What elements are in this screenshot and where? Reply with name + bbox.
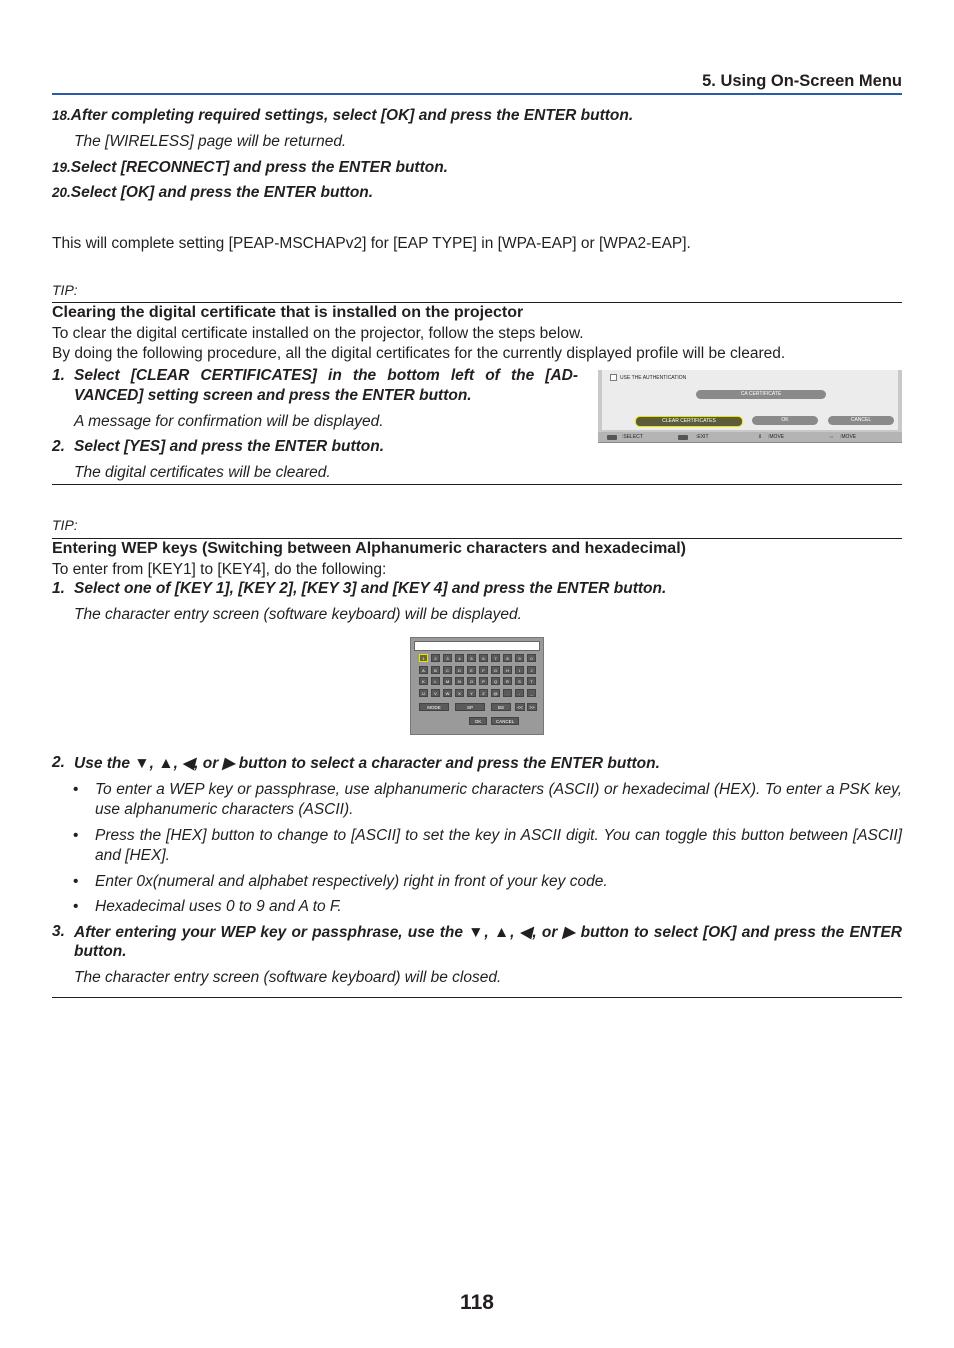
kb-key: J — [527, 666, 536, 674]
kb-key: K — [419, 677, 428, 685]
tip2-step3-num: 3. — [52, 923, 65, 940]
ok-button: OK — [752, 416, 818, 425]
footer-move-1: :MOVE — [768, 434, 785, 440]
tip2-step1: Select one of [KEY 1], [KEY 2], [KEY 3] and [KEY 4] and press the ENTER button. — [74, 580, 667, 597]
tip2-step2: Use the ▼, ▲, ◀, or ▶ button to select a character and press the ENTER button. — [74, 755, 660, 772]
kb-key: G — [491, 666, 500, 674]
kb-key: I — [515, 666, 524, 674]
kb-key: 5 — [467, 654, 476, 662]
kb-key: 7 — [491, 654, 500, 662]
kb-key: 3 — [443, 654, 452, 662]
kb-key: 6 — [479, 654, 488, 662]
tip1-title: Clearing the digital certificate that is installed on the projector — [52, 304, 524, 321]
kb-ok-key: OK — [469, 717, 487, 725]
kb-key: T — [527, 677, 536, 685]
kb-key: X — [455, 689, 464, 697]
auth-checkbox — [610, 374, 617, 381]
tip2-step3-note: The character entry screen (software keyboard) will be closed. — [74, 969, 502, 986]
kb-key: N — [455, 677, 464, 685]
kb-key: L — [431, 677, 440, 685]
tip1-step1-line-a: Select [CLEAR CERTIFICATES] in the bottom left of the [AD- — [74, 367, 578, 384]
tip1-step2-note: The digital certificates will be cleared. — [74, 464, 331, 481]
software-keyboard-screenshot — [410, 637, 544, 735]
kb-key: . — [503, 689, 512, 697]
tip2-intro: To enter from [KEY1] to [KEY4], do the following: — [52, 561, 387, 578]
step-19: 19.Select [RECONNECT] and press the ENTER button. — [52, 159, 448, 176]
kb-key: 0 — [527, 654, 536, 662]
tip1-step1-line-b: VANCED] setting screen and press the ENTER button. — [74, 387, 472, 404]
kb-cancel-key: CANCEL — [491, 717, 519, 725]
kb-key: 9 — [515, 654, 524, 662]
kb-key: H — [503, 666, 512, 674]
tip1-step1-note: A message for confirmation will be displayed. — [74, 413, 384, 430]
tip1-step2-num: 2. — [52, 438, 65, 455]
kb-key: B — [431, 666, 440, 674]
header-rule — [52, 93, 902, 95]
tip2-step1-num: 1. — [52, 580, 65, 597]
step-18: 18.After completing required settings, select [OK] and press the ENTER button. — [52, 107, 634, 124]
tip-label: TIP: — [52, 282, 78, 298]
advanced-settings-screenshot — [598, 370, 902, 443]
tip2-rule-bottom — [52, 997, 902, 998]
clear-certificates-button: CLEAR CERTIFICATES — [635, 416, 743, 427]
tip2-step3-line-a: After entering your WEP key or passphrase, use the ▼, ▲, ◀, or ▶ button to select [OK] and press the ENTER — [74, 924, 902, 941]
cursor-right-key: >> — [527, 703, 537, 711]
tip2-step1-note: The character entry screen (software keyboard) will be displayed. — [74, 606, 522, 623]
summary-text: This will complete setting [PEAP-MSCHAPv2] for [EAP TYPE] in [WPA-EAP] or [WPA2-EAP]. — [52, 235, 691, 252]
backspace-key: BS — [491, 703, 511, 711]
use-auth-label: USE THE AUTHENTICATION — [620, 375, 687, 381]
tip1-line2: By doing the following procedure, all the digital certificates for the currently displayed profile will be cleared. — [52, 345, 786, 362]
kb-key: C — [443, 666, 452, 674]
footer-select: :SELECT — [622, 434, 643, 440]
cancel-button: CANCEL — [828, 416, 894, 425]
bullet-4: • Hexadecimal uses 0 to 9 and A to F. — [73, 898, 342, 915]
kb-key: _ — [527, 689, 536, 697]
kb-key: V — [431, 689, 440, 697]
enter-key-icon — [607, 435, 617, 440]
bullet-1: • To enter a WEP key or passphrase, use alphanumeric characters (ASCII) or hexadecimal (HEX). To enter a PSK key, use alphanumeric characters (ASCII). — [73, 781, 902, 818]
kb-key: E — [467, 666, 476, 674]
kb-key: 2 — [431, 654, 440, 662]
key-entry-field — [414, 641, 540, 651]
tip2-step3-line-b: button. — [74, 943, 127, 960]
footer-exit: :EXIT — [696, 434, 709, 440]
tip1-step1-num: 1. — [52, 367, 65, 384]
kb-key: R — [503, 677, 512, 685]
kb-key: Q — [491, 677, 500, 685]
ca-certificate-button: CA CERTIFICATE — [696, 390, 826, 399]
cursor-left-key: << — [515, 703, 525, 711]
kb-key: O — [467, 677, 476, 685]
tip2-rule — [52, 538, 902, 539]
mode-key: MODE — [419, 703, 449, 711]
kb-key: 4 — [455, 654, 464, 662]
kb-key: S — [515, 677, 524, 685]
footer-move-2: :MOVE — [840, 434, 857, 440]
step-18-note: The [WIRELESS] page will be returned. — [74, 133, 347, 150]
screen-footer — [598, 432, 902, 442]
kb-key: M — [443, 677, 452, 685]
page-number: 118 — [460, 1291, 494, 1314]
tip2-step2-num: 2. — [52, 754, 65, 771]
space-key: SP — [455, 703, 485, 711]
tip-rule-top — [52, 302, 902, 303]
tip1-step2: Select [YES] and press the ENTER button. — [74, 438, 385, 455]
exit-key-icon — [678, 435, 688, 440]
kb-key: D — [455, 666, 464, 674]
kb-key: A — [419, 666, 428, 674]
leftright-icon: ⇔ — [829, 434, 834, 440]
kb-key: W — [443, 689, 452, 697]
kb-key: - — [515, 689, 524, 697]
kb-key: F — [479, 666, 488, 674]
updown-icon: ⇕ — [758, 434, 763, 440]
kb-key: 8 — [503, 654, 512, 662]
step-20: 20.Select [OK] and press the ENTER button. — [52, 184, 374, 201]
kb-key: @ — [491, 689, 500, 697]
section-header: 5. Using On-Screen Menu — [702, 72, 902, 90]
kb-key: U — [419, 689, 428, 697]
bullet-3: • Enter 0x(numeral and alphabet respectively) right in front of your key code. — [73, 873, 608, 890]
tip2-title: Entering WEP keys (Switching between Alphanumeric characters and hexadecimal) — [52, 540, 686, 557]
kb-key: Z — [479, 689, 488, 697]
tip-rule-bottom — [52, 484, 902, 485]
kb-key: 1 — [419, 654, 428, 662]
kb-key: P — [479, 677, 488, 685]
kb-key: Y — [467, 689, 476, 697]
bullet-2: • Press the [HEX] button to change to [ASCII] to set the key in ASCII digit. You can toggle this button between [ASCII] and [HEX]. — [73, 827, 902, 864]
tip1-line1: To clear the digital certificate installed on the projector, follow the steps below. — [52, 325, 584, 342]
tip2-label: TIP: — [52, 517, 78, 533]
